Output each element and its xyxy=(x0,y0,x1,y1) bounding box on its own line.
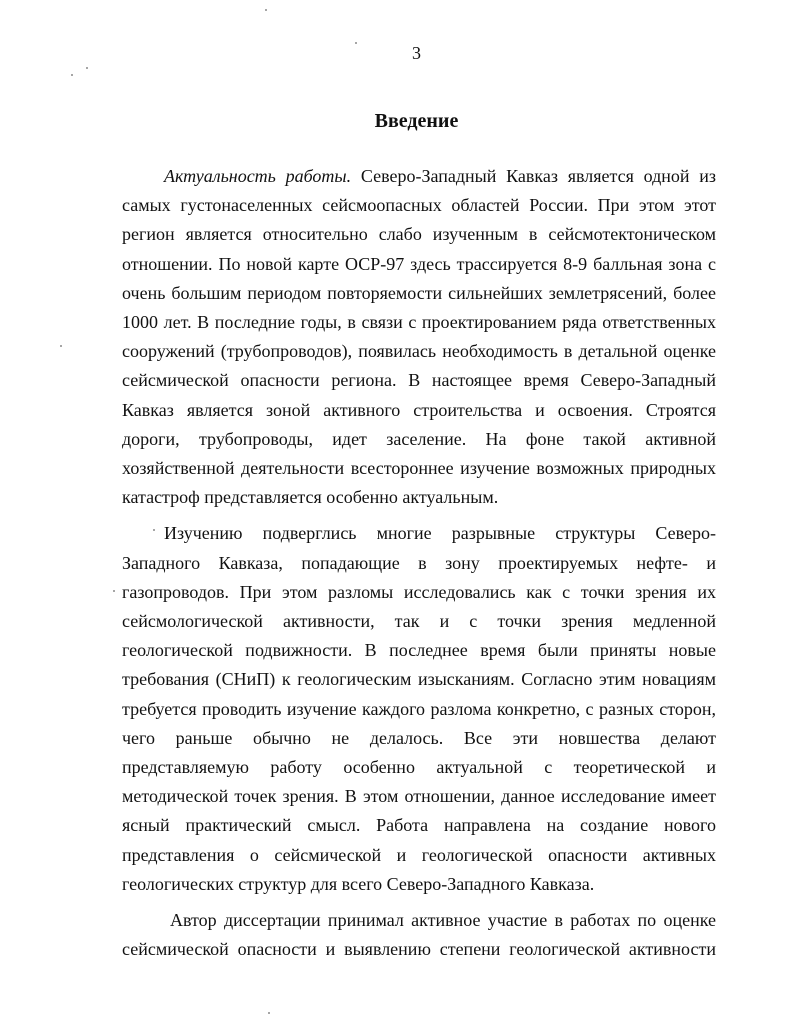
paragraph-text: Автор диссертации принимал активное участие в работах по оценке сейсмической опасности и выявлению степени геологической активности xyxy=(122,910,716,960)
paragraph-text: Изучению подверглись многие разрывные структуры Северо-Западного Кавказа, попадающие в зону проектируемых нефте- и газопроводов. При этом разломы исследовались как с точки зрения их сейсмологической активности, так и с точки зрения медленной геологической подвижности. В последнее время были приняты новые требования (СНиП) к геологическим изысканиям. Согласно этим новациям требуется проводить изучение каждого разлома конкретно, с разных сторон, чего раньше обычно не делалось. Все эти новшества делают представляемую работу особенно актуальной с теоретической и методической точек зрения. В этом отношении, данное исследование имеет ясный практический смысл. Работа направлена на создание нового представления о сейсмической и геологической опасности активных геологических структур для всего Северо-Западного Кавказа. xyxy=(122,523,716,894)
scan-speck xyxy=(268,1012,270,1014)
paragraph-text: Северо-Западный Кавказ является одной из самых густонаселенных сейсмоопасных областей России. При этом этот регион является относительно слабо изученным в сейсмотектоническом отношении. По новой карте ОСР-97 здесь трассируется 8-9 балльная зона с очень большим периодом повторяемости сильнейших землетрясений, более 1000 лет. В последние годы, в связи с проектированием ряда ответственных сооружений (трубопроводов), появилась необходимость в детальной оценке сейсмической опасности региона. В настоящее время Северо-Западный Кавказ является зоной активного строительства и освоения. Строятся дороги, трубопроводы, идет заселение. На фоне такой активной хозяйственной деятельности всестороннее изучение возможных природных катастроф представляется особенно актуальным. xyxy=(122,166,716,508)
section-title: Введение xyxy=(374,110,459,132)
page-number: 3 xyxy=(412,43,421,63)
paragraph-relevance xyxy=(122,162,716,512)
scan-speck xyxy=(153,529,155,531)
scan-speck xyxy=(71,74,73,76)
scan-speck xyxy=(265,9,267,11)
paragraph-author xyxy=(122,906,716,964)
scan-speck xyxy=(355,42,357,44)
scan-speck xyxy=(86,67,88,69)
paragraph-lead: Актуальность работы. xyxy=(164,166,352,186)
scan-speck xyxy=(113,590,115,592)
scan-speck xyxy=(60,345,62,347)
body-text xyxy=(122,162,716,964)
paragraph-faults xyxy=(122,519,716,899)
